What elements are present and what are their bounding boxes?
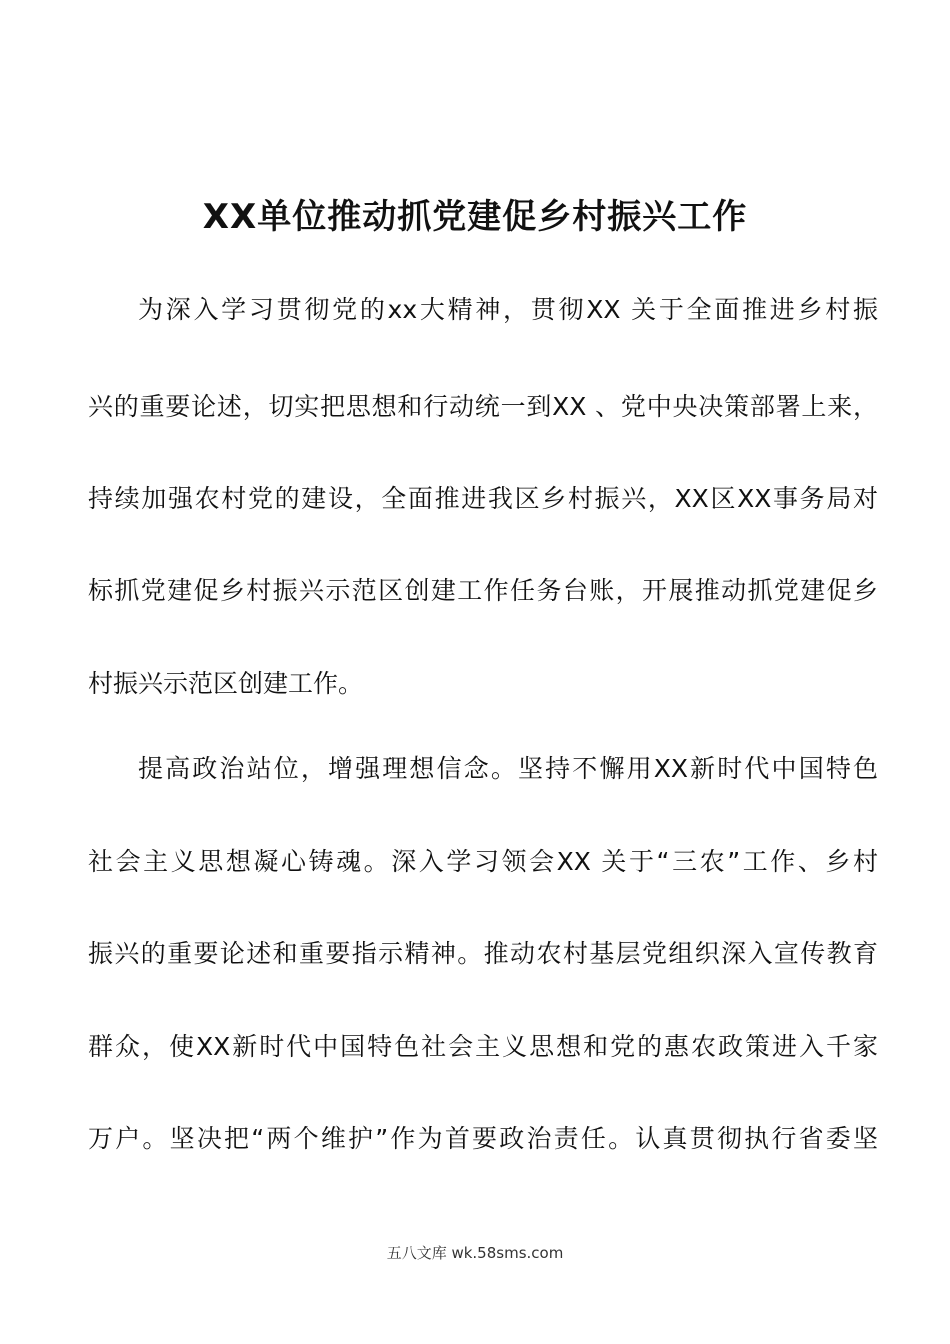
paragraph-line: 提高政治站位，增强理想信念。坚持不懈用XX新时代中国特色 bbox=[138, 754, 878, 783]
paragraph-line: 村振兴示范区创建工作。 bbox=[88, 669, 364, 698]
paragraph-line: 兴的重要论述，切实把思想和行动统一到XX 、党中央决策部署上来， bbox=[88, 392, 878, 421]
paragraph-line: 持续加强农村党的建设，全面推进我区乡村振兴，XX区XX事务局对 bbox=[88, 484, 878, 513]
footer-watermark: 五八文库 wk.58sms.com bbox=[386, 1244, 564, 1262]
paragraph-line: 社会主义思想凝心铸魂。深入学习领会XX 关于“三农”工作、乡村 bbox=[88, 847, 878, 876]
paragraph-line: 为深入学习贯彻党的xx大精神，贯彻XX 关于全面推进乡村振 bbox=[138, 295, 878, 324]
paragraph-line: 标抓党建促乡村振兴示范区创建工作任务台账，开展推动抓党建促乡 bbox=[88, 576, 878, 605]
paragraph-line: 振兴的重要论述和重要指示精神。推动农村基层党组织深入宣传教育 bbox=[88, 939, 878, 968]
paragraph-line: 群众，使XX新时代中国特色社会主义思想和党的惠农政策进入千家 bbox=[88, 1032, 878, 1061]
document-title: XX单位推动抓党建促乡村振兴工作 bbox=[202, 197, 748, 237]
paragraph-line: 万户。坚决把“两个维护”作为首要政治责任。认真贯彻执行省委坚 bbox=[88, 1124, 878, 1153]
